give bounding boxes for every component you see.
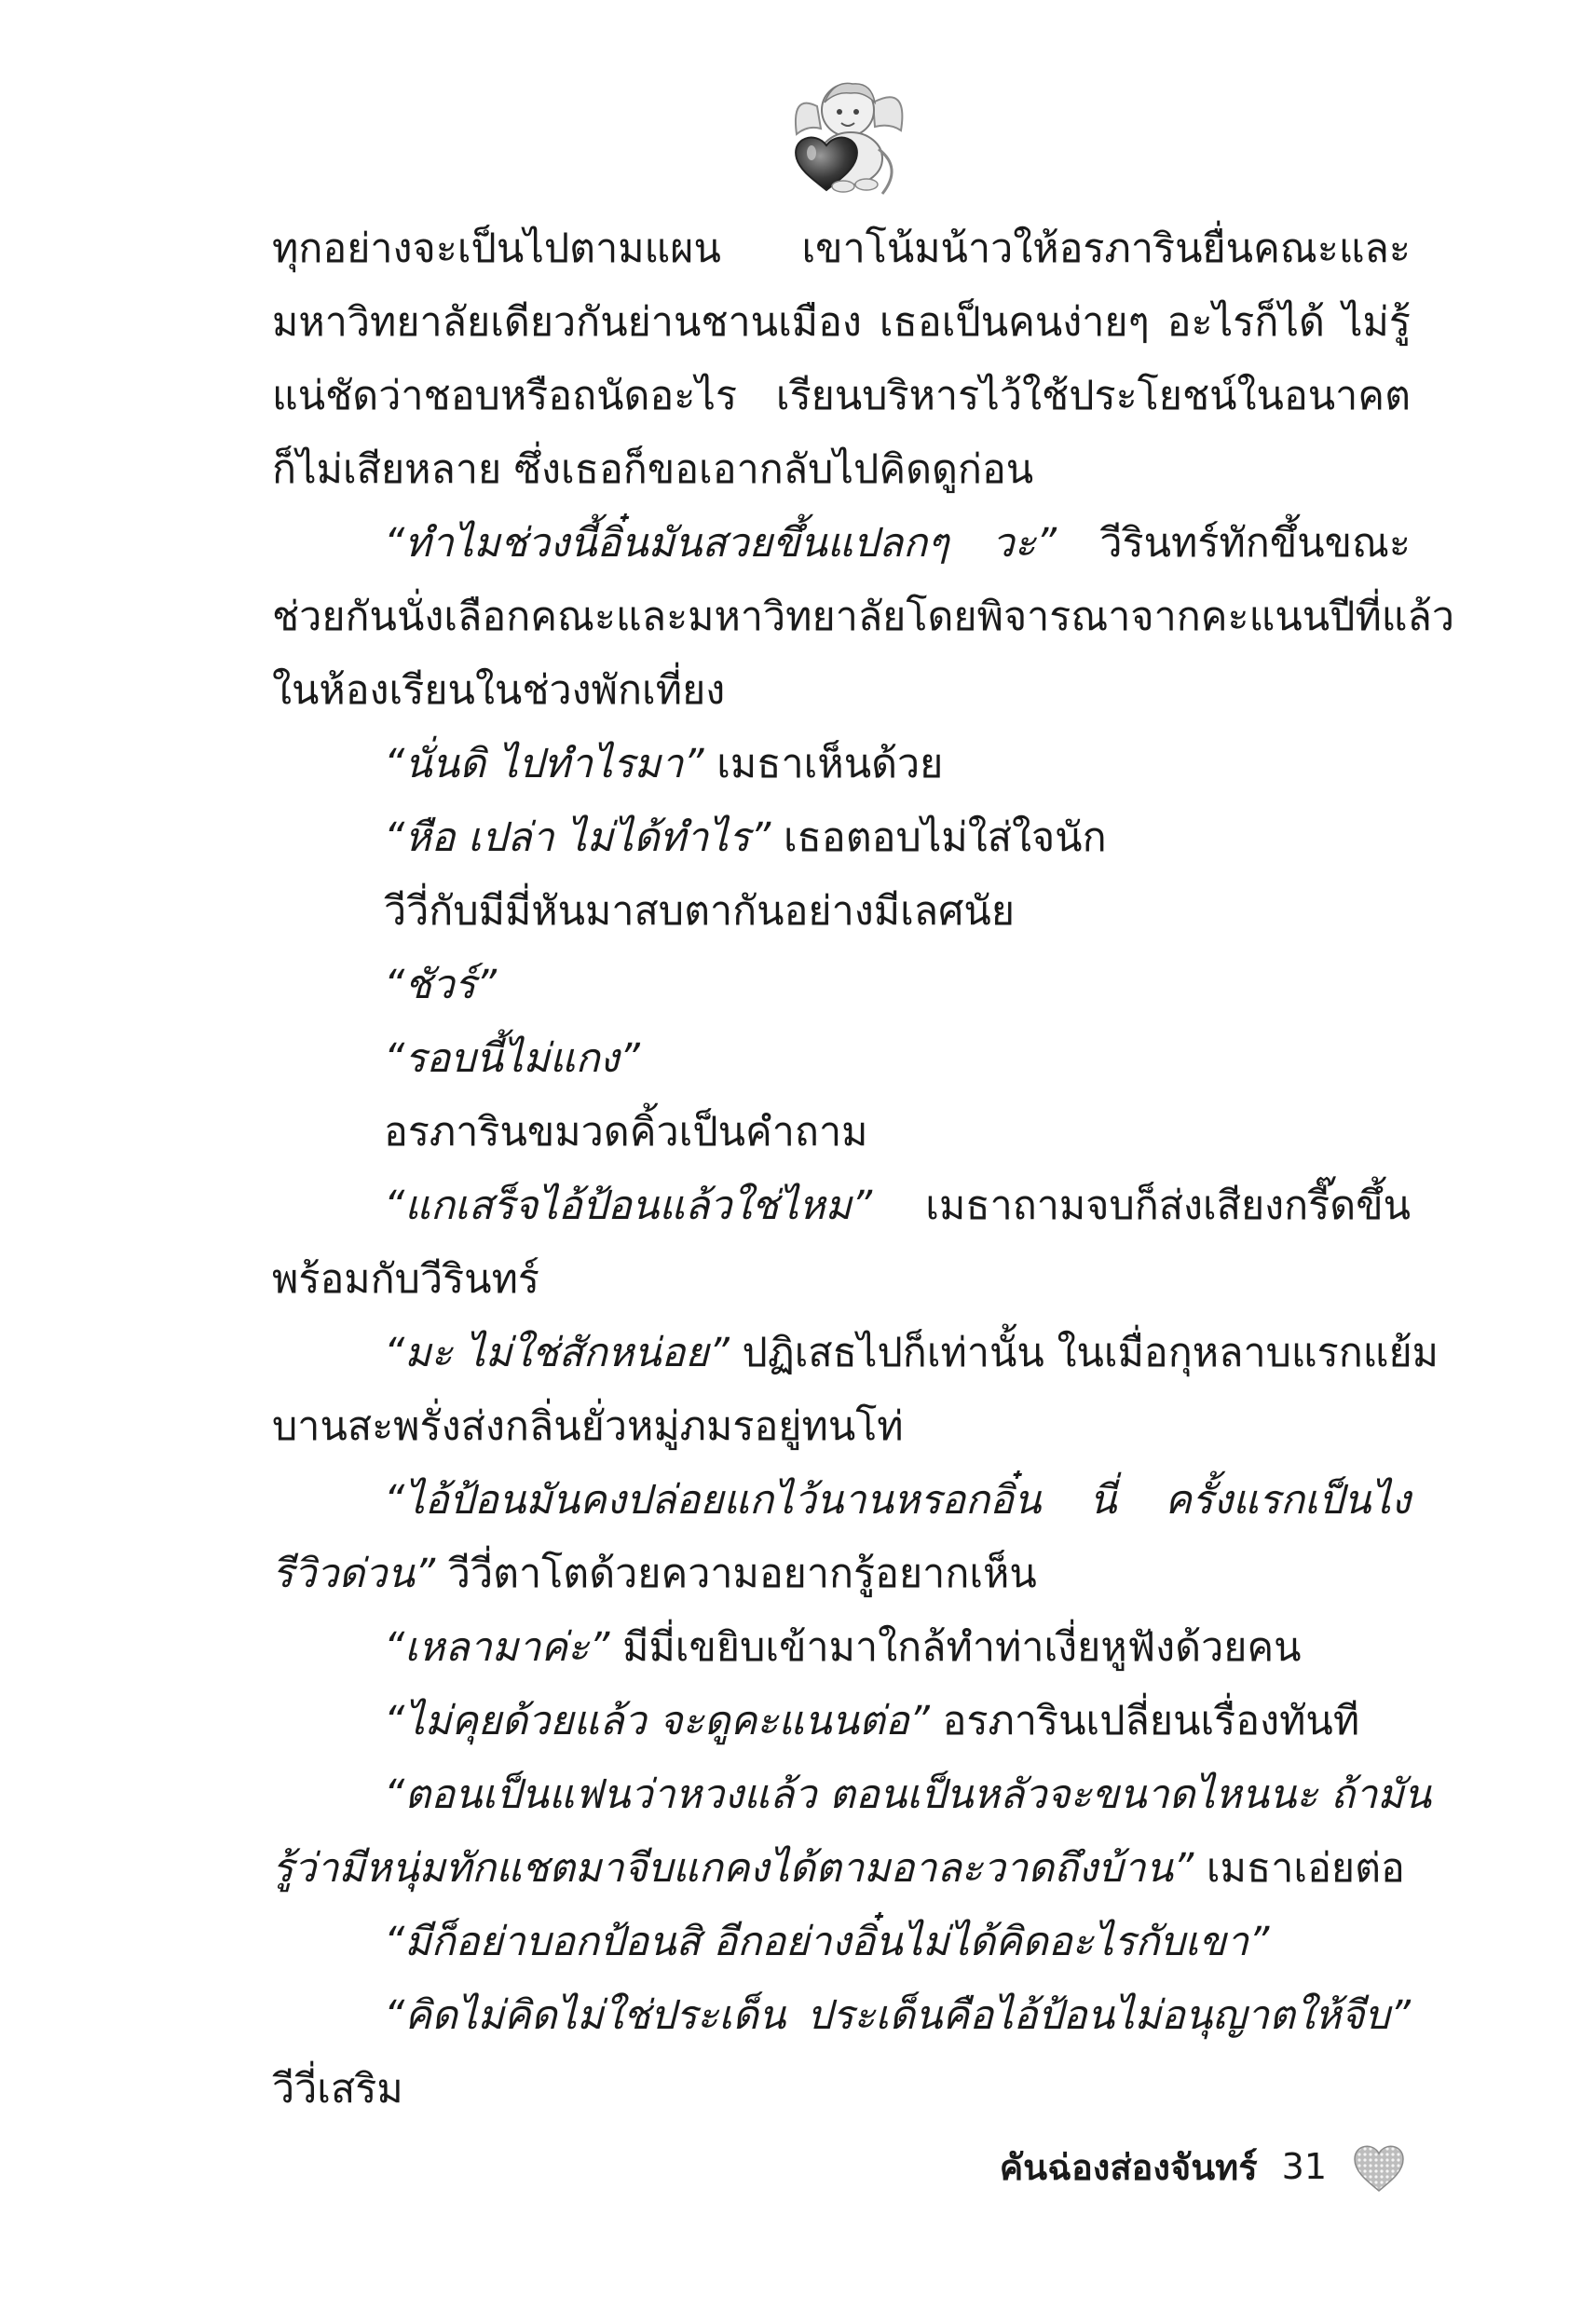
narration-text: ก็ไม่เสียหลาย ซึ่งเธอก็ขอเอากลับไปคิดดูก่อน [272,446,1034,493]
narration-text: ปฏิเสธไปก็เท่านั้น ในเมื่อกุหลาบแรกแย้ม [729,1330,1439,1376]
text-line [272,1022,1411,1096]
text-line [272,1758,1431,1832]
dialogue-quote: รีวิวด่วน” [272,1551,436,1597]
text-line [272,1317,1439,1390]
narration-text: อรภารินเปลี่ยนเรื่องทันที [929,1698,1360,1744]
dialogue-quote: “หือ เปล่า ไม่ได้ทำไร” [384,814,771,861]
text-line [272,507,1411,581]
text-line [272,728,1411,801]
text-line [272,360,1411,433]
dialogue-quote: “คิดไม่คิดไม่ใช่ประเด็น ประเด็นคือไอ้ป้อนไม่อนุญาตให้จีบ” [384,1992,1411,2039]
narration-text: แน่ชัดว่าชอบหรือถนัดอะไร เรียนบริหารไว้ใช้ประโยชน์ในอนาคต [272,373,1411,419]
text-line [272,433,1411,507]
dialogue-quote: “มีก็อย่าบอกป้อนสิ อีกอย่างอิ๋นไม่ได้คิดอะไรกับเขา” [384,1919,1270,1965]
text-line [272,1538,1411,1611]
dialogue-quote: “มะ ไม่ใช่สักหน่อย” [384,1330,730,1376]
text-line [272,286,1411,360]
dialogue-quote: “เหลามาค่ะ” [384,1624,610,1671]
text-line [272,1906,1411,1979]
narration-text: ในห้องเรียนในช่วงพักเที่ยง [272,667,726,714]
text-line [272,1243,1411,1317]
dialogue-quote: “ตอนเป็นแฟนว่าหวงแล้ว ตอนเป็นหลัวจะขนาดไหนนะ ถ้ามัน [384,1771,1431,1818]
running-title: คันฉ่องส่องจันทร์ [999,2146,1258,2188]
narration-text: วีวี่เสริม [272,2066,403,2113]
narration-text: เธอตอบไม่ใส่ใจนัก [771,814,1107,861]
dialogue-quote: “รอบนี้ไม่แกง” [384,1035,640,1082]
text-line [272,654,1411,728]
text-line [272,949,1411,1022]
narration-text: พร้อมกับวีรินทร์ [272,1256,540,1303]
text-line [272,2053,1411,2126]
text-line [272,1096,1411,1169]
text-line [272,581,1455,654]
text-line [272,1390,1411,1464]
text-line [272,801,1411,875]
narration-text: เมธาเห็นด้วย [703,741,944,787]
body-text [272,212,1455,2126]
narration-text: วีวี่ตาโตด้วยความอยากรู้อยากเห็น [435,1551,1037,1597]
dialogue-quote: รู้ว่ามีหนุ่มทักแชตมาจีบแกคงได้ตามอาละวาดถึงบ้าน” [272,1845,1194,1892]
text-line [272,1464,1411,1538]
narration-text: มีมี่เขยิบเข้ามาใกล้ทำท่าเงี่ยหูฟังด้วยคน [609,1624,1302,1671]
dialogue-quote: “ทำไมช่วงนี้อิ๋นมันสวยขึ้นแปลกๆ วะ” [384,520,1057,567]
cherub-heart-icon [778,65,918,205]
dialogue-quote: “ไม่คุยด้วยแล้ว จะดูคะแนนต่อ” [384,1698,930,1744]
narration-text: ช่วยกันนั่งเลือกคณะและมหาวิทยาลัยโดยพิจารณาจากคะแนนปีที่แล้ว [272,594,1455,640]
text-line [272,1611,1411,1685]
text-line [272,1685,1411,1758]
dialogue-quote: “นั่นดิ ไปทำไรมา” [384,741,704,787]
text-line [272,1979,1411,2053]
text-line [272,875,1411,949]
text-line [272,1832,1411,1906]
heart-icon [1351,2140,1407,2193]
text-line [272,212,1411,286]
page-footer [941,2134,1407,2199]
narration-text: ทุกอย่างจะเป็นไปตามแผน เขาโน้มน้าวให้อรภารินยื่นคณะและ [272,226,1411,272]
narration-text: วีรินทร์ทักขึ้นขณะ [1057,520,1411,567]
dialogue-quote: “ไอ้ป้อนมันคงปล่อยแกไว้นานหรอกอิ๋น นี่ ครั้งแรกเป็นไง [384,1477,1411,1524]
text-line [272,1169,1411,1243]
narration-text: บานสะพรั่งส่งกลิ่นยั่วหมู่ภมรอยู่ทนโท่ [272,1403,904,1450]
narration-text: เมธาถามจบก็ส่งเสียงกรี๊ดขึ้น [872,1183,1411,1229]
dialogue-quote: “ชัวร์” [384,962,497,1008]
narration-text: เมธาเอ่ยต่อ [1194,1845,1405,1892]
narration-text: อรภารินขมวดคิ้วเป็นคำถาม [384,1109,868,1156]
narration-text: มหาวิทยาลัยเดียวกันย่านชานเมือง เธอเป็นคนง่ายๆ อะไรก็ได้ ไม่รู้ [272,299,1411,346]
dialogue-quote: “แกเสร็จไอ้ป้อนแล้วใช่ไหม” [384,1183,873,1229]
narration-text: วีวี่กับมีมี่หันมาสบตากันอย่างมีเลศนัย [384,888,1016,935]
page-number: 31 [1281,2146,1327,2187]
